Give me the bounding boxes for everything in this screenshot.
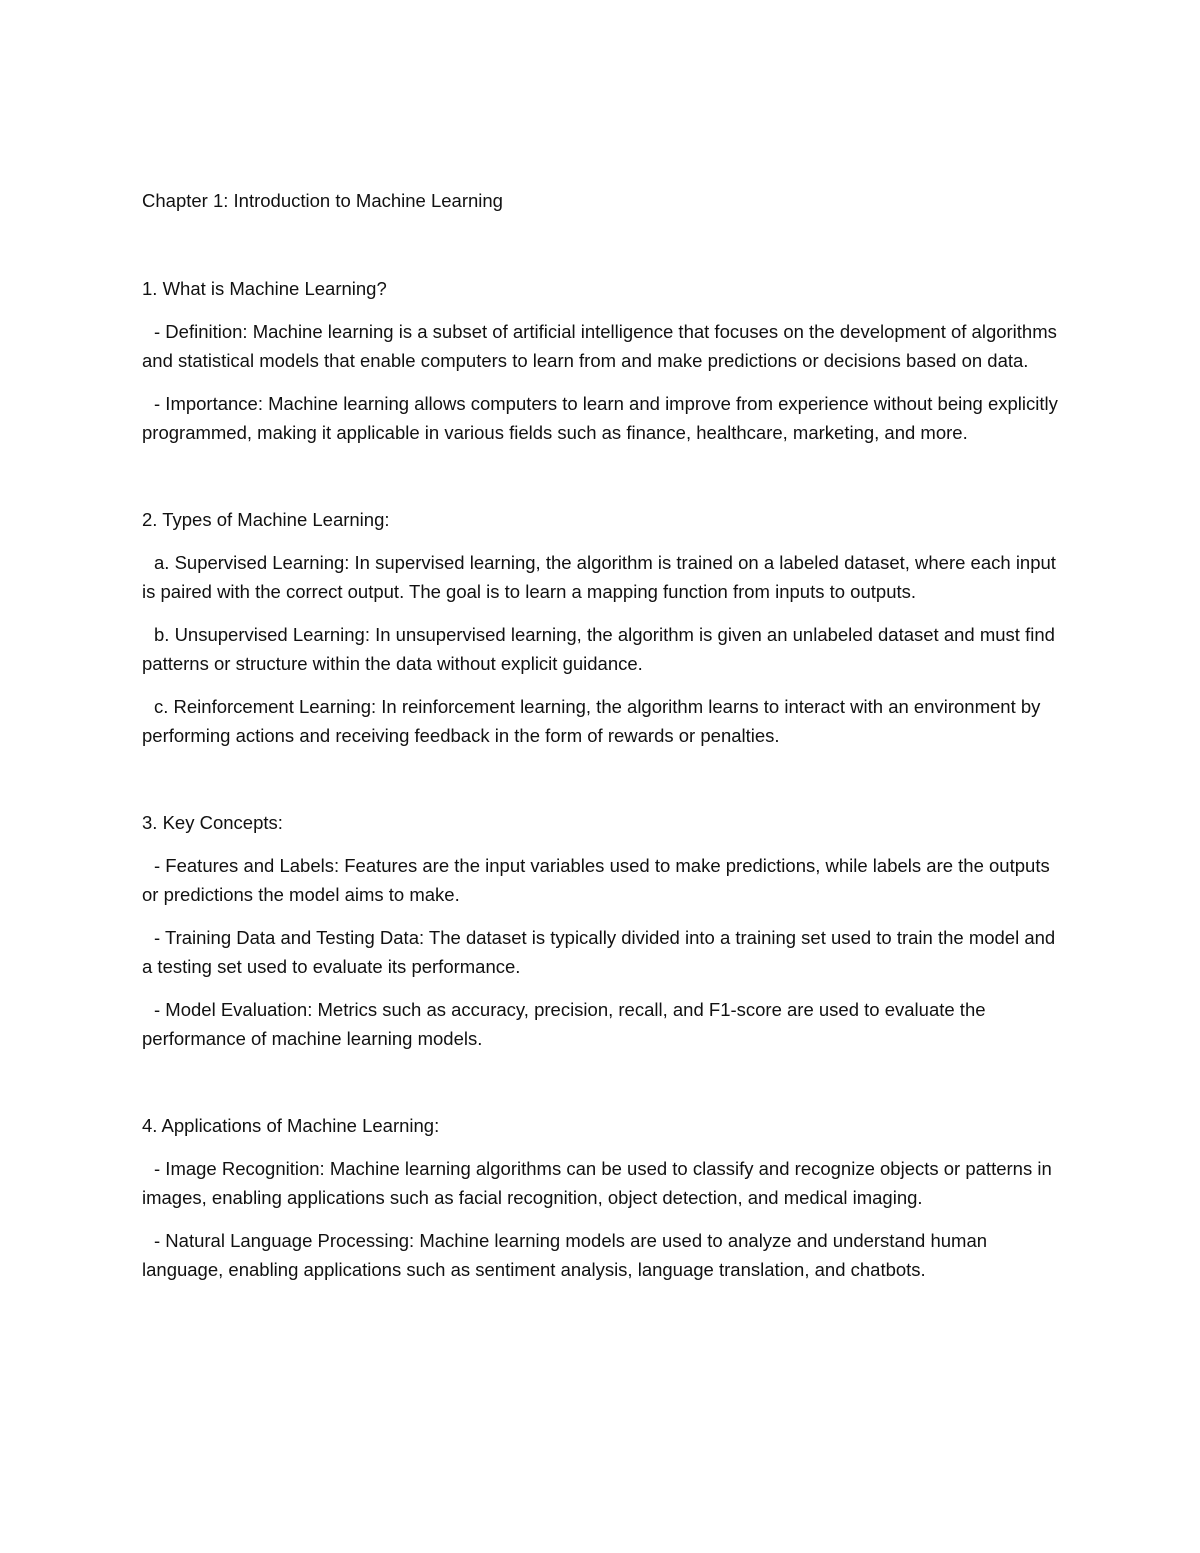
paragraph-unsupervised <box>142 620 1060 678</box>
section-applications <box>142 1111 1060 1284</box>
paragraph-text: b. Unsupervised Learning: In unsupervised learning, the algorithm is given an unlabeled dataset and must find patterns or structure within the data without explicit guidance. <box>142 624 1055 674</box>
paragraph-text: - Definition: Machine learning is a subset of artificial intelligence that focuses on the development of algorithms and statistical models that enable computers to learn from and make predictions or decisions based on data. <box>142 321 1057 371</box>
paragraph-text: - Model Evaluation: Metrics such as accuracy, precision, recall, and F1-score are used to evaluate the performance of machine learning models. <box>142 999 986 1049</box>
paragraph-definition <box>142 317 1060 375</box>
paragraph-text: - Features and Labels: Features are the input variables used to make predictions, while labels are the outputs or predictions the model aims to make. <box>142 855 1050 905</box>
paragraph-reinforcement <box>142 692 1060 750</box>
paragraph-nlp <box>142 1226 1060 1284</box>
document-body <box>142 186 1060 1342</box>
section-what-is-ml <box>142 274 1060 447</box>
paragraph-text: a. Supervised Learning: In supervised learning, the algorithm is trained on a labeled dataset, where each input is paired with the correct output. The goal is to learn a mapping function from inputs to outputs. <box>142 552 1056 602</box>
section-heading: 1. What is Machine Learning? <box>142 278 387 299</box>
paragraph-features-labels <box>142 851 1060 909</box>
paragraph-importance <box>142 389 1060 447</box>
paragraph-model-evaluation <box>142 995 1060 1053</box>
section-heading: 3. Key Concepts: <box>142 812 283 833</box>
section-key-concepts <box>142 808 1060 1053</box>
paragraph-training-testing <box>142 923 1060 981</box>
section-heading: 2. Types of Machine Learning: <box>142 509 390 530</box>
paragraph-text: - Importance: Machine learning allows computers to learn and improve from experience without being explicitly programmed, making it applicable in various fields such as finance, healthcare, marketing, and more. <box>142 393 1058 443</box>
paragraph-image-recognition <box>142 1154 1060 1212</box>
paragraph-text: c. Reinforcement Learning: In reinforcement learning, the algorithm learns to interact with an environment by performing actions and receiving feedback in the form of rewards or penalties. <box>142 696 1041 746</box>
paragraph-text: - Training Data and Testing Data: The dataset is typically divided into a training set used to train the model and a testing set used to evaluate its performance. <box>142 927 1056 977</box>
section-types-of-ml <box>142 505 1060 750</box>
paragraph-supervised <box>142 548 1060 606</box>
page-title: Chapter 1: Introduction to Machine Learning <box>142 190 503 211</box>
paragraph-text: - Image Recognition: Machine learning algorithms can be used to classify and recognize objects or patterns in images, enabling applications such as facial recognition, object detection, and medical imaging. <box>142 1158 1052 1208</box>
paragraph-text: - Natural Language Processing: Machine learning models are used to analyze and understand human language, enabling applications such as sentiment analysis, language translation, and chatbots. <box>142 1230 988 1280</box>
section-heading: 4. Applications of Machine Learning: <box>142 1115 440 1136</box>
